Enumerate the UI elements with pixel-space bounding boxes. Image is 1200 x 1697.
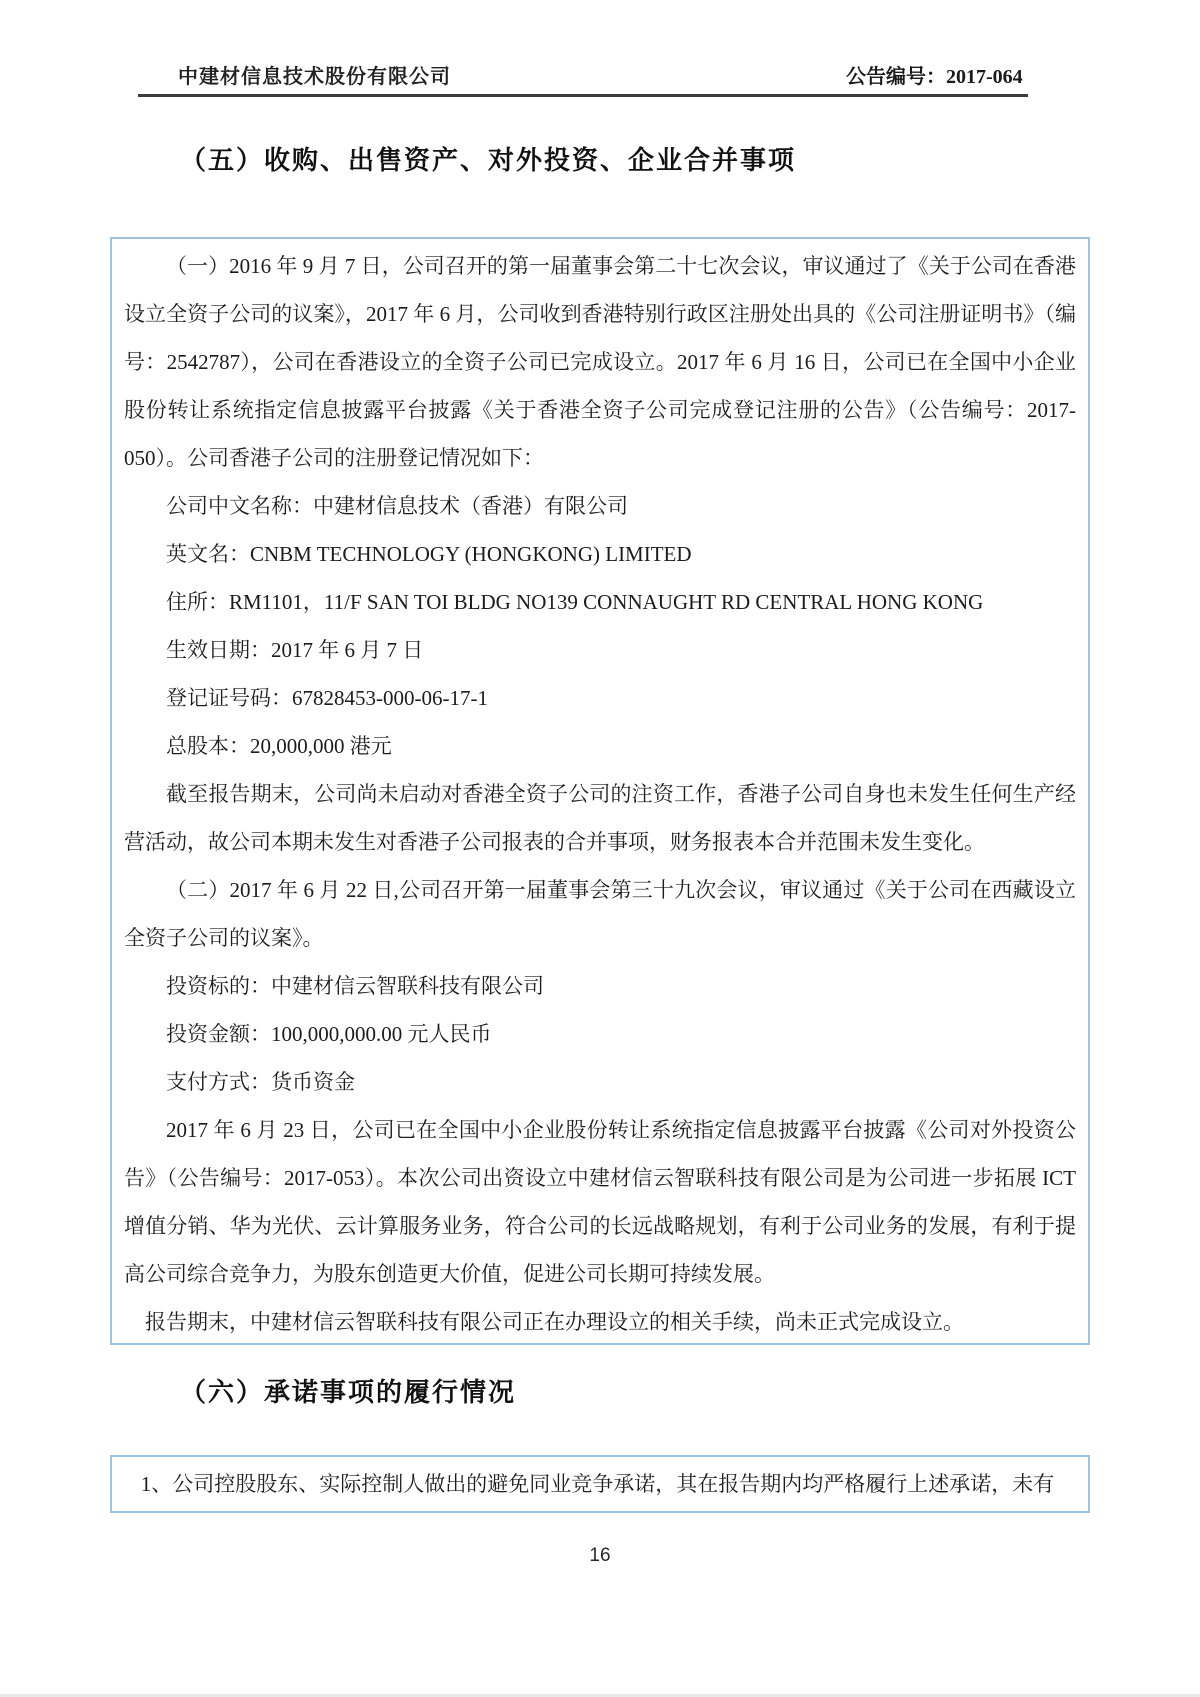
field-hk-total-capital: 总股本：20,000,000 港元 (166, 734, 392, 758)
section-six-heading: （六）承诺事项的履行情况 (180, 1377, 517, 1407)
field-hk-chinese-name: 公司中文名称：中建材信息技术（香港）有限公司 (166, 494, 628, 518)
field-investment-amount: 投资金额：100,000,000.00 元人民币 (166, 1022, 492, 1046)
page-number: 16 (589, 1545, 611, 1566)
paragraph-hk-subsidiary-approval: （一）2016 年 9 月 7 日，公司召开的第一届董事会第二十七次会议，审议通过了《关于公司在香港设立全资子公司的议案》，2017 年 6 月，公司收到香港特别行政区注册处出具的《公司注册证明书》（编号：2542787），公司在香港设立的全资子公司已完成设立。2017 年 6 月 16 日，公司已在全国中小企业股份转让系统指定信息披露平台披露《关于香港全资子公司完成登记注册的公告》（公告编号：2017-050）。公司香港子公司的注册登记情况如下： (124, 254, 1076, 470)
section-five-text-box (110, 237, 1090, 1345)
field-hk-registration-no: 登记证号码：67828453-000-06-17-1 (166, 686, 488, 710)
header-divider (138, 94, 1028, 97)
field-investment-target: 投资标的：中建材信云智联科技有限公司 (166, 974, 544, 998)
section-five-heading: （五）收购、出售资产、对外投资、企业合并事项 (180, 145, 797, 175)
paragraph-period-end-status: 报告期末，中建材信云智联科技有限公司正在办理设立的相关手续，尚未正式完成设立。 (145, 1310, 964, 1334)
field-hk-address: 住所：RM1101，11/F SAN TOI BLDG NO139 CONNAUGHT RD CENTRAL HONG KONG (166, 590, 984, 614)
paragraph-tibet-subsidiary: （二）2017 年 6 月 22 日,公司召开第一届董事会第三十九次会议，审议通过《关于公司在西藏设立全资子公司的议案》。 (124, 878, 1076, 950)
paragraph-investment-disclosure: 2017 年 6 月 23 日，公司已在全国中小企业股份转让系统指定信息披露平台披露《公司对外投资公告》（公告编号：2017-053）。本次公司出资设立中建材信云智联科技有限公司是为公司进一步拓展 ICT 增值分销、华为光伏、云计算服务业务，符合公司的长远战略规划，有利于公司业务的发展，有利于提高公司综合竞争力，为股东创造更大价值，促进公司长期可持续发展。 (124, 1118, 1076, 1286)
paragraph-no-capital-injection: 截至报告期末，公司尚未启动对香港全资子公司的注资工作，香港子公司自身也未发生任何生产经营活动，故公司本期未发生对香港子公司报表的合并事项，财务报表本合并范围未发生变化。 (124, 782, 1076, 854)
paragraph-competition-commitment: 1、公司控股股东、实际控制人做出的避免同业竞争承诺，其在报告期内均严格履行上述承诺，未有 (140, 1472, 1055, 1496)
field-payment-method: 支付方式：货币资金 (166, 1070, 355, 1094)
header-company-name: 中建材信息技术股份有限公司 (178, 66, 451, 88)
field-hk-effective-date: 生效日期：2017 年 6 月 7 日 (166, 638, 424, 662)
header-announcement-number: 公告编号：2017-064 (846, 66, 1023, 88)
field-hk-english-name: 英文名：CNBM TECHNOLOGY (HONGKONG) LIMITED (166, 542, 692, 566)
section-six-text-box (110, 1455, 1090, 1513)
